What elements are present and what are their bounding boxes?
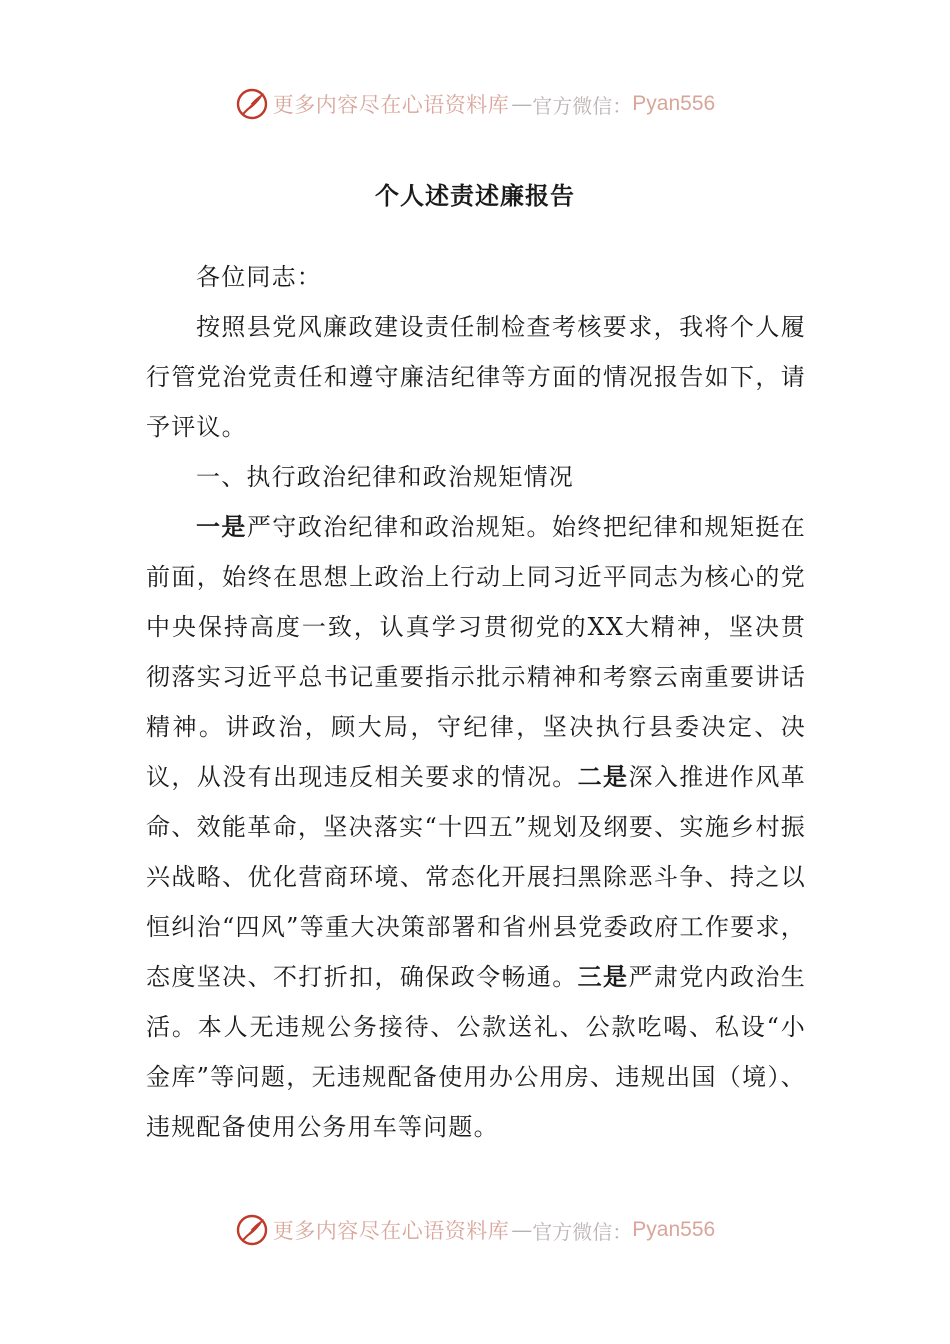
header-banner <box>0 84 950 124</box>
section-heading: 一、执行政治纪律和政治规矩情况 <box>196 463 574 491</box>
banner-text: 更多内容尽在心语资料库 <box>272 1219 510 1243</box>
document-body <box>146 252 806 1152</box>
point-label: 一是 <box>196 512 247 541</box>
banner-wechat-label: 官方微信： <box>532 93 633 118</box>
section-paragraph <box>146 502 806 1152</box>
point-label: 二是 <box>577 762 629 791</box>
point-text: 严肃党内政治生活。本人无违规公务接待、公款送礼、公款吃喝、私设“小金库”等问题，无违规配备使用办公用房、违规出国（境）、违规配备使用公务用车等问题。 <box>146 963 807 1141</box>
quill-logo-icon <box>235 1213 269 1247</box>
banner-separator: — <box>511 1218 531 1242</box>
point-label: 三是 <box>577 962 629 991</box>
salutation: 各位同志： <box>196 263 322 291</box>
banner-wechat-id: Pyan556 <box>632 92 716 115</box>
banner-wechat-label: 官方微信： <box>532 1219 633 1244</box>
banner-wechat-id: Pyan556 <box>632 1218 716 1241</box>
intro-paragraph: 按照县党风廉政建设责任制检查考核要求，我将个人履行管党治党责任和遵守廉洁纪律等方面的情况报告如下，请予评议。 <box>146 313 806 441</box>
banner-separator: — <box>511 92 531 116</box>
quill-logo-icon <box>235 87 269 121</box>
point-text: 深入推进作风革命、效能革命，坚决落实“十四五”规划及纲要、实施乡村振兴战略、优化营商环境、常态化开展扫黑除恶斗争、持之以恒纠治“四风”等重大决策部署和省州县党委政府工作要求，态度坚决、不打折扣，确保政令畅通。 <box>146 763 807 991</box>
footer-banner <box>0 1210 950 1250</box>
point-text: 严守政治纪律和政治规矩。始终把纪律和规矩挺在前面，始终在思想上政治上行动上同习近平同志为核心的党中央保持高度一致，认真学习贯彻党的XX大精神，坚决贯彻落实习近平总书记重要指示批示精神和考察云南重要讲话精神。讲政治，顾大局，守纪律，坚决执行县委决定、决议，从没有出现违反相关要求的情况。 <box>146 513 806 791</box>
banner-text: 更多内容尽在心语资料库 <box>272 93 510 117</box>
document-title: 个人述责述廉报告 <box>375 181 575 210</box>
